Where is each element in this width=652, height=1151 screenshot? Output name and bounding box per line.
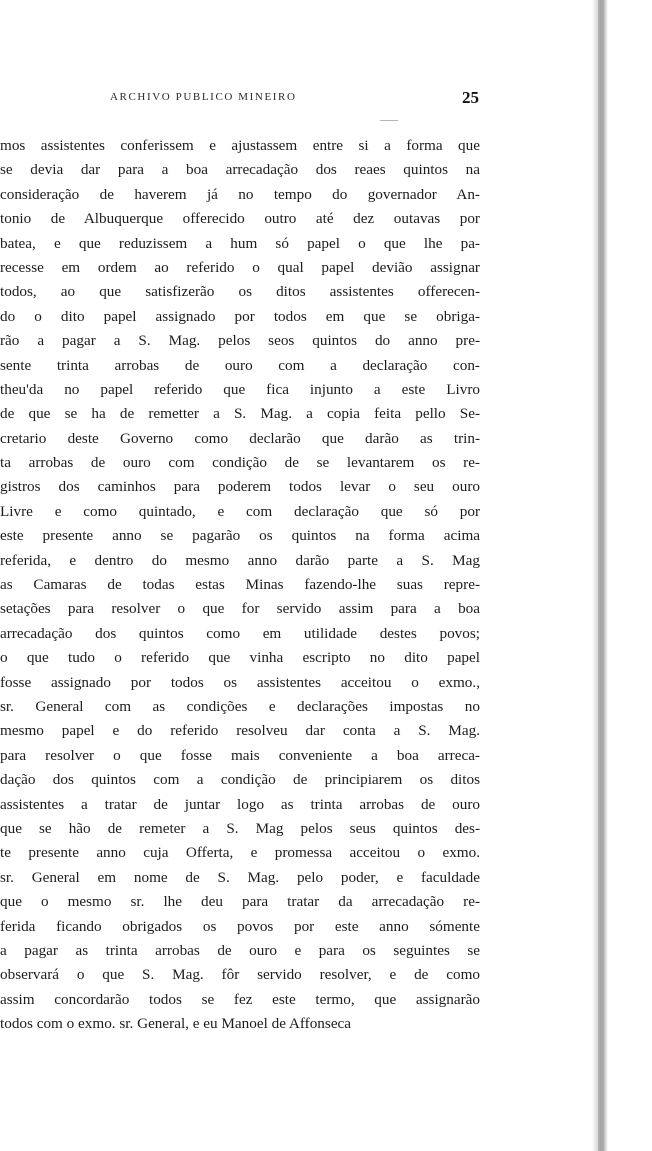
- text-line: todos com o exmo. sr. General, e eu Manoel de Affonseca: [0, 1015, 352, 1033]
- text-line: assim concordarão todos se fez este termo, que assignarão: [0, 990, 480, 1008]
- text-line: ta arrobas de ouro com condição de se levantarem os re-: [0, 454, 480, 472]
- text-line: que o mesmo sr. lhe deu para tratar da arrecadação re-: [0, 893, 480, 911]
- text-line: mesmo papel e do referido resolveu dar conta a S. Mag.: [0, 722, 480, 740]
- text-line: sente trinta arrobas de ouro com a declaração con-: [0, 356, 480, 374]
- text-line: assistentes a tratar de juntar logo as trinta arrobas de ouro: [0, 795, 480, 813]
- text-line: de que se ha de remetter a S. Mag. a copia feita pello Se-: [0, 405, 480, 423]
- text-line: Livre e como quintado, e com declaração que só por: [0, 502, 480, 520]
- text-line: gistros dos caminhos para poderem todos levar o seu ouro: [0, 478, 480, 496]
- text-line: a pagar as trinta arrobas de ouro e para os seguintes se: [0, 941, 480, 959]
- text-line: todos, ao que satisfizerão os ditos assistentes offerecen-: [0, 283, 480, 301]
- text-line: observará o que S. Mag. fôr servido resolver, e de como: [0, 966, 480, 984]
- text-line: as Camaras de todas estas Minas fazendo-lhe suas repre-: [0, 576, 480, 594]
- text-line: o que tudo o referido que vinha escripto no dito papel: [0, 649, 480, 667]
- text-line: ferida ficando obrigados os povos por este anno sómente: [0, 917, 480, 935]
- page-number: 25: [462, 88, 479, 107]
- body-text: [0, 134, 480, 1036]
- text-line: sr. General com as condições e declarações impostas no: [0, 697, 480, 715]
- text-line: dação dos quintos com a condição de principiarem os ditos: [0, 771, 480, 789]
- running-header: [0, 88, 600, 111]
- running-title: ARCHIVO PUBLICO MINEIRO: [110, 91, 297, 103]
- page-binding-shadow: [598, 0, 604, 1151]
- text-line: cretario deste Governo como declarão que darão as trin-: [0, 429, 480, 447]
- text-line: referida, e dentro do mesmo anno darão parte a S. Mag: [0, 551, 480, 569]
- text-line: mos assistentes conferissem e ajustassem entre si a forma que: [0, 137, 480, 154]
- text-line: theu'da no papel referido que fica injunto a este Livro: [0, 380, 480, 398]
- text-line: tonio de Albuquerque offerecido outro até dez outavas por: [0, 210, 480, 228]
- text-line: batea, e que reduzissem a hum só papel o que lhe pa-: [0, 234, 480, 252]
- text-line: rão a pagar a S. Mag. pelos seos quintos do anno pre-: [0, 332, 480, 350]
- text-line: sr. General em nome de S. Mag. pelo poder, e faculdade: [0, 868, 480, 886]
- text-line: setações para resolver o que for servido assim para a boa: [0, 600, 480, 618]
- text-line: para resolver o que fosse mais conveniente a boa arreca-: [0, 746, 480, 764]
- text-line: arrecadação dos quintos como em utilidade destes povos;: [0, 624, 480, 642]
- text-line: consideração de haverem já no tempo do governador An-: [0, 185, 480, 203]
- text-line: este presente anno se pagarão os quintos na forma acima: [0, 527, 480, 545]
- text-line: do o dito papel assignado por todos em que se obriga-: [0, 307, 480, 325]
- text-line: se devia dar para a boa arrecadação dos reaes quintos na: [0, 161, 480, 179]
- header-rule: [380, 120, 398, 121]
- text-line: recesse em ordem ao referido o qual papel devião assignar: [0, 258, 480, 276]
- text-line: que se hão de remeter a S. Mag pelos seus quintos des-: [0, 819, 480, 837]
- text-line: te presente anno cuja Offerta, e promessa acceitou o exmo.: [0, 844, 480, 862]
- text-line: fosse assignado por todos os assistentes acceitou o exmo.,: [0, 673, 480, 691]
